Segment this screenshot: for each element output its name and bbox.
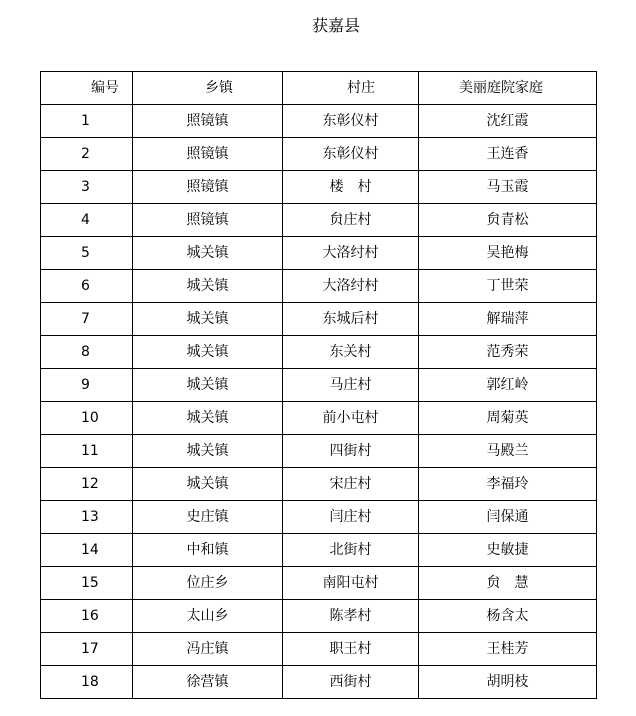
table-row	[41, 237, 597, 270]
village-cell: 大洛纣村	[283, 270, 419, 303]
number-cell: 1	[41, 105, 133, 138]
table-row	[41, 303, 597, 336]
family-cell: 史敏捷	[419, 534, 597, 567]
township-cell: 照镜镇	[133, 105, 283, 138]
family-cell: 贠青松	[419, 204, 597, 237]
village-cell: 马庄村	[283, 369, 419, 402]
table-row	[41, 204, 597, 237]
family-cell: 解瑞萍	[419, 303, 597, 336]
village-cell: 宋庄村	[283, 468, 419, 501]
table-body	[41, 105, 597, 699]
village-cell: 陈孝村	[283, 600, 419, 633]
number-cell: 5	[41, 237, 133, 270]
number-cell: 8	[41, 336, 133, 369]
family-cell: 李福玲	[419, 468, 597, 501]
number-cell: 12	[41, 468, 133, 501]
number-cell: 18	[41, 666, 133, 699]
table-row	[41, 105, 597, 138]
number-cell: 16	[41, 600, 133, 633]
family-cell: 吴艳梅	[419, 237, 597, 270]
header-township: 乡镇	[133, 72, 283, 105]
family-cell: 杨含太	[419, 600, 597, 633]
number-cell: 7	[41, 303, 133, 336]
number-cell: 3	[41, 171, 133, 204]
table-row	[41, 402, 597, 435]
family-cell: 王连香	[419, 138, 597, 171]
village-cell: 职王村	[283, 633, 419, 666]
family-cell: 周菊英	[419, 402, 597, 435]
family-cell: 马殿兰	[419, 435, 597, 468]
village-cell: 北街村	[283, 534, 419, 567]
table-row	[41, 171, 597, 204]
family-cell: 郭红岭	[419, 369, 597, 402]
header-family: 美丽庭院家庭	[419, 72, 597, 105]
village-cell: 楼 村	[283, 171, 419, 204]
township-cell: 照镜镇	[133, 204, 283, 237]
number-cell: 14	[41, 534, 133, 567]
township-cell: 城关镇	[133, 402, 283, 435]
family-cell: 范秀荣	[419, 336, 597, 369]
village-cell: 前小屯村	[283, 402, 419, 435]
village-cell: 大洛纣村	[283, 237, 419, 270]
table-row	[41, 534, 597, 567]
village-cell: 东彰仪村	[283, 105, 419, 138]
family-cell: 沈红霞	[419, 105, 597, 138]
table-row	[41, 501, 597, 534]
township-cell: 城关镇	[133, 468, 283, 501]
township-cell: 城关镇	[133, 303, 283, 336]
family-cell: 闫保通	[419, 501, 597, 534]
township-cell: 城关镇	[133, 237, 283, 270]
table-row	[41, 369, 597, 402]
table-row	[41, 270, 597, 303]
table-header-row	[41, 72, 597, 105]
header-number: 编号	[41, 72, 133, 105]
village-cell: 东关村	[283, 336, 419, 369]
number-cell: 15	[41, 567, 133, 600]
table-row	[41, 435, 597, 468]
township-cell: 城关镇	[133, 336, 283, 369]
village-cell: 四街村	[283, 435, 419, 468]
township-cell: 城关镇	[133, 369, 283, 402]
township-cell: 位庄乡	[133, 567, 283, 600]
village-cell: 东城后村	[283, 303, 419, 336]
township-cell: 城关镇	[133, 270, 283, 303]
page-title: 获嘉县	[311, 16, 360, 35]
table-row	[41, 138, 597, 171]
family-cell: 马玉霞	[419, 171, 597, 204]
table-row	[41, 666, 597, 699]
number-cell: 6	[41, 270, 133, 303]
family-cell: 胡明枝	[419, 666, 597, 699]
family-cell: 贠 慧	[419, 567, 597, 600]
township-cell: 冯庄镇	[133, 633, 283, 666]
family-table	[40, 71, 597, 699]
table-row	[41, 567, 597, 600]
family-cell: 王桂芳	[419, 633, 597, 666]
village-cell: 东彰仪村	[283, 138, 419, 171]
township-cell: 中和镇	[133, 534, 283, 567]
number-cell: 4	[41, 204, 133, 237]
township-cell: 城关镇	[133, 435, 283, 468]
header-village: 村庄	[283, 72, 419, 105]
number-cell: 13	[41, 501, 133, 534]
table-row	[41, 336, 597, 369]
table-row	[41, 633, 597, 666]
table-row	[41, 468, 597, 501]
township-cell: 徐营镇	[133, 666, 283, 699]
township-cell: 照镜镇	[133, 171, 283, 204]
number-cell: 10	[41, 402, 133, 435]
township-cell: 史庄镇	[133, 501, 283, 534]
number-cell: 11	[41, 435, 133, 468]
village-cell: 贠庄村	[283, 204, 419, 237]
number-cell: 2	[41, 138, 133, 171]
village-cell: 闫庄村	[283, 501, 419, 534]
family-cell: 丁世荣	[419, 270, 597, 303]
township-cell: 照镜镇	[133, 138, 283, 171]
village-cell: 南阳屯村	[283, 567, 419, 600]
table-row	[41, 600, 597, 633]
village-cell: 西街村	[283, 666, 419, 699]
township-cell: 太山乡	[133, 600, 283, 633]
number-cell: 9	[41, 369, 133, 402]
number-cell: 17	[41, 633, 133, 666]
